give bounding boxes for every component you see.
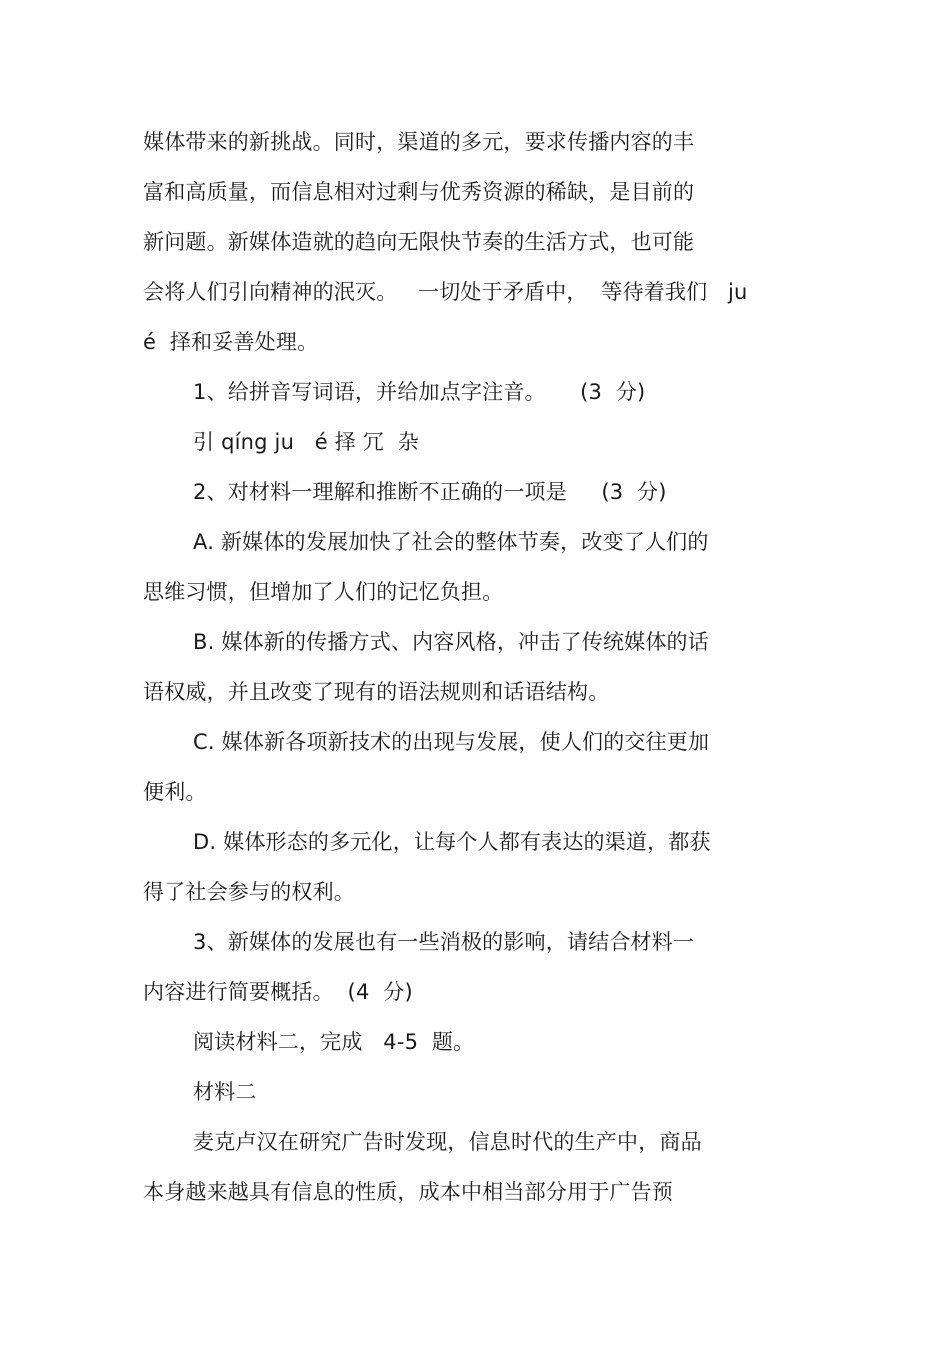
paragraph-line: 麦克卢汉在研究广告时发现，信息时代的生产中，商品: [193, 1130, 702, 1154]
paragraph-line: 会将人们引向精神的泯灭。 一切处于矛盾中， 等待着我们 ju: [143, 280, 748, 304]
question-3-line-1: 3、新媒体的发展也有一些消极的影响，请结合材料一: [193, 930, 695, 954]
option-c-line-1: C. 媒体新各项新技术的出现与发展，使人们的交往更加: [193, 730, 710, 754]
option-b-line-2: 语权威，并且改变了现有的语法规则和话语结构。: [143, 680, 610, 704]
paragraph-line: 新问题。新媒体造就的趋向无限快节奏的生活方式，也可能: [143, 230, 695, 254]
paragraph-line: 媒体带来的新挑战。同时，渠道的多元，要求传播内容的丰: [143, 130, 695, 154]
paragraph-line: 富和高质量，而信息相对过剩与优秀资源的稀缺，是目前的: [143, 180, 695, 204]
option-a-line-2: 思维习惯，但增加了人们的记忆负担。: [143, 580, 504, 604]
paragraph-line: 本身越来越具有信息的性质，成本中相当部分用于广告预: [143, 1180, 673, 1204]
option-a-line-1: A. 新媒体的发展加快了社会的整体节奏，改变了人们的: [193, 530, 709, 554]
question-1-pinyin: 引 qíng ju é 择 冗 杂: [193, 430, 419, 454]
instruction-line: 阅读材料二，完成 4-5 题。: [193, 1030, 475, 1054]
option-d-line-2: 得了社会参与的权利。: [143, 880, 355, 904]
option-c-line-2: 便利。: [143, 780, 207, 804]
option-b-line-1: B. 媒体新的传播方式、内容风格，冲击了传统媒体的话: [193, 630, 709, 654]
paragraph-line: é 择和妥善处理。: [143, 330, 319, 354]
question-2-prompt: 2、对材料一理解和推断不正确的一项是 (3 分): [193, 480, 667, 504]
section-heading: 材料二: [193, 1080, 257, 1104]
option-d-line-1: D. 媒体形态的多元化，让每个人都有表达的渠道，都获: [193, 830, 711, 854]
question-1-prompt: 1、给拼音写词语，并给加点字注音。 (3 分): [193, 380, 646, 404]
question-3-line-2: 内容进行简要概括。 (4 分): [143, 980, 413, 1004]
